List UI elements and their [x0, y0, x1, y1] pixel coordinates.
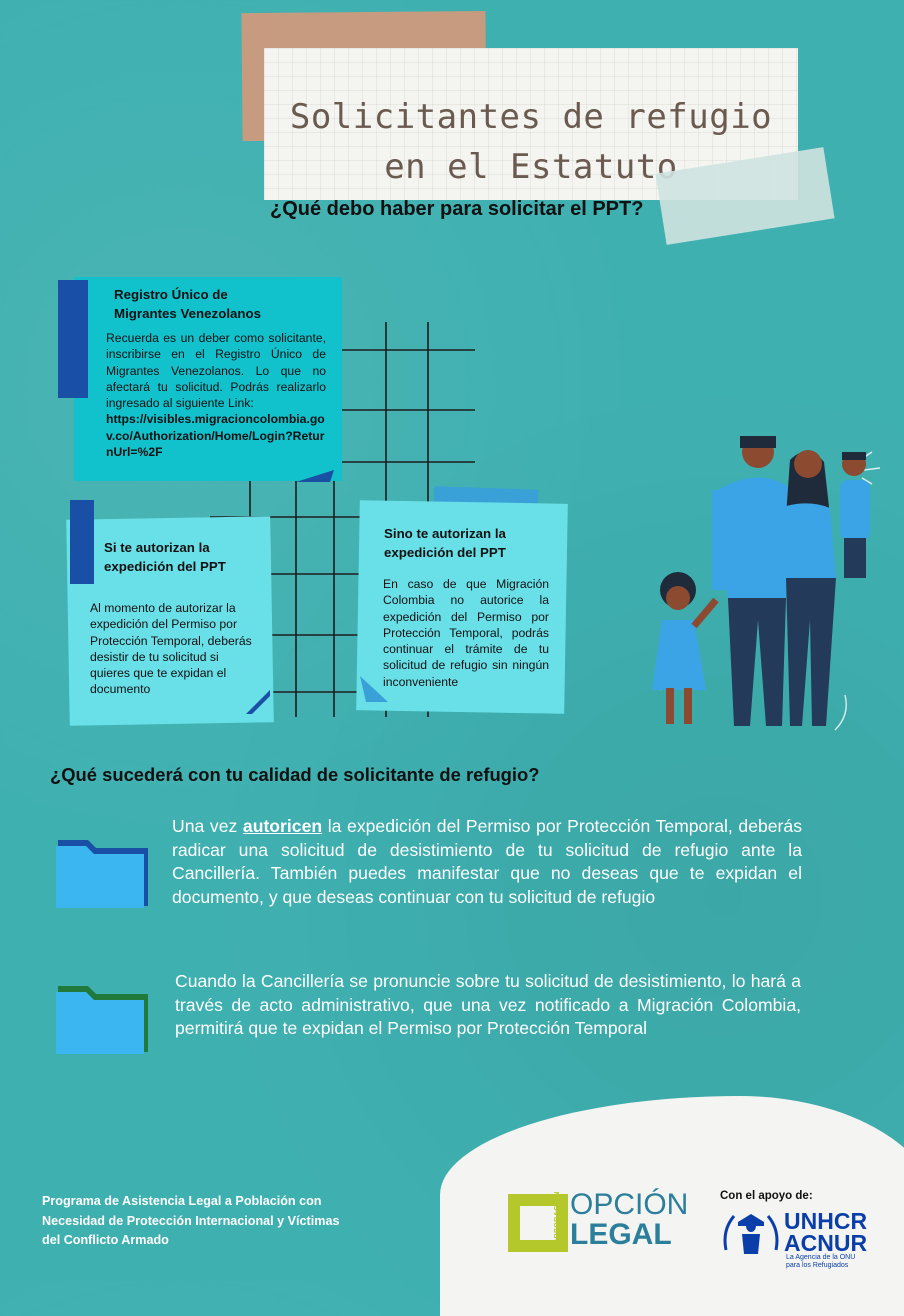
autorizan-title-line-1: Si te autorizan la [104, 540, 210, 555]
no-autorizan-corner-fold [358, 676, 390, 704]
autorizan-card-title [104, 538, 264, 576]
section-question: ¿Qué sucederá con tu calidad de solicitante de refugio? [50, 764, 540, 785]
acnur-tagline [786, 1254, 855, 1270]
acnur-text: ACNUR [784, 1230, 868, 1256]
unhcr-wordmark [784, 1210, 867, 1254]
acnur-tagline-line-2: para los Refugiados [786, 1262, 849, 1269]
unhcr-emblem-icon [720, 1210, 782, 1262]
footer-program-line-3: del Conflicto Armado [42, 1233, 169, 1247]
registro-link[interactable]: https://visibles.migracioncolombia.gov.co/Authorization/Home/Login?ReturnUrl=%2F [106, 412, 325, 460]
registro-title-line-2: Migrantes Venezolanos [114, 306, 262, 321]
footer-program-line-2: Necesidad de Protección Internacional y Víctimas [42, 1213, 340, 1228]
unhcr-text: UNHCR [784, 1208, 868, 1234]
registro-title-line-1: Registro Único de [114, 287, 228, 302]
title-line-1: Solicitantes de refugio [289, 97, 773, 137]
registro-card-tab [58, 280, 88, 398]
autorizan-corner-fold [246, 690, 272, 716]
footer-program [42, 1192, 402, 1251]
opcion-legal-logo-text [570, 1190, 688, 1250]
autorizan-card-body: Al momento de autorizar la expedición del Permiso por Protección Temporal, deberás desistir de tu solicitud si quieres que te expidan el documento [90, 601, 252, 697]
item-1-text [172, 815, 802, 909]
autorizan-card-tab [70, 500, 94, 584]
opcion-legal-line-1: OPCIÓN [570, 1188, 689, 1221]
footer-program-line-1: Programa de Asistencia Legal a Población con [42, 1194, 322, 1208]
item-1-after: la expedición del Permiso por Protección Temporal, deberás radicar una solicitud de desistimiento de tu solicitud de refugio ante la Cancillería. También puedes manifestar que no deseas que te expidan el documento, y que deseas continuar con tu solicitud de refugio [172, 816, 802, 907]
no-autorizan-title-line-1: Sino te autorizan la [384, 526, 506, 541]
item-1-before: Una vez [172, 816, 243, 836]
no-autorizan-card-title [384, 524, 554, 562]
autorizan-title-line-2: expedición del PPT [104, 559, 226, 574]
opcion-legal-line-2: LEGAL [570, 1218, 672, 1251]
item-1-keyword: autoricen [242, 816, 323, 836]
registro-card-body [106, 330, 326, 460]
folder-icon [54, 982, 150, 1054]
family-illustration [640, 430, 890, 740]
registro-card-title [114, 285, 334, 323]
registro-body-text: Recuerda es un deber como solicitante, inscribirse en el Registro Único de Migrantes Venezolanos. Lo que no afectará tu solicitud. Podrás realizarlo ingresado al siguiente Link: [106, 331, 326, 411]
item-2-text: Cuando la Cancillería se pronuncie sobre tu solicitud de desistimiento, lo hará a través de acto administrativo, que una vez notificado a Migración Colombia, permitirá que te expidan el Permiso por Protección Temporal [175, 971, 801, 1038]
page-subtitle: ¿Qué debo haber para solicitar el PPT? [270, 198, 644, 220]
no-autorizan-title-line-2: expedición del PPT [384, 545, 506, 560]
folder-icon [54, 836, 150, 908]
opcion-legal-vertical-label: CORPORACIÓN [554, 1191, 561, 1250]
title-line-2: en el Estatuto [384, 147, 678, 187]
no-autorizan-card-body: En caso de que Migración Colombia no autorice la expedición del Permiso por Protección Temporal, podrás continuar el trámite de tu solicitud de refugio sin ningún inconveniente [383, 577, 549, 689]
support-label: Con el apoyo de: [720, 1190, 813, 1202]
acnur-tagline-line-1: La Agencia de la ONU [786, 1254, 856, 1261]
registro-corner-fold [296, 470, 336, 484]
